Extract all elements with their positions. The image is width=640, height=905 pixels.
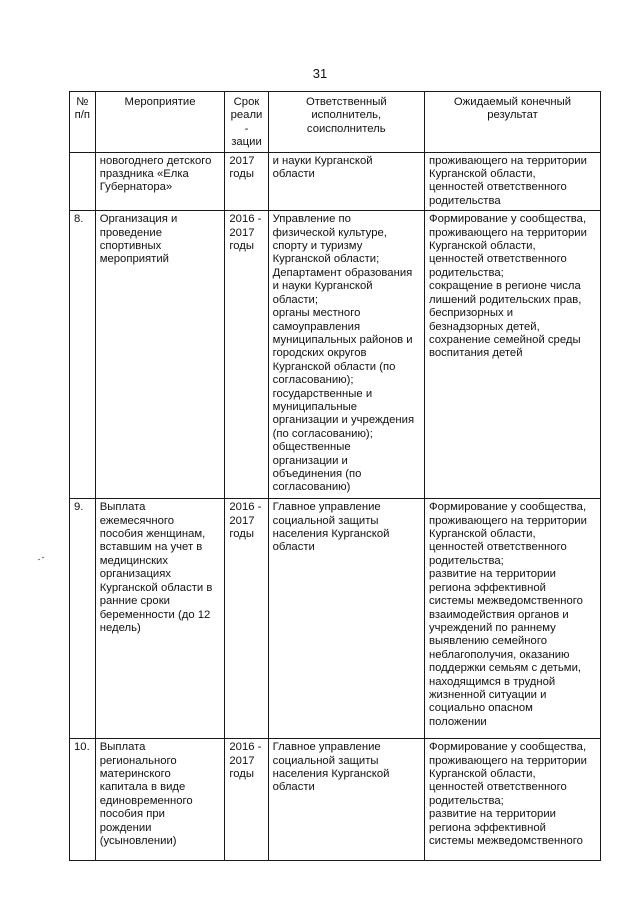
- header-term: Срок реали- зации: [225, 92, 268, 153]
- table-header-row: [70, 92, 601, 153]
- table-row: [70, 211, 601, 499]
- header-num: № п/п: [70, 92, 96, 153]
- scan-speck-mark: [37, 556, 45, 562]
- cell-responsible: Главное управление социальной защиты населения Курганской области: [268, 739, 424, 861]
- cell-event: Выплата регионального материнского капитала в виде единовременного пособия при рождении (усыновлении): [95, 739, 225, 861]
- cell-term: 2016 - 2017 годы: [225, 499, 268, 739]
- table-row: [70, 152, 601, 211]
- table-row: [70, 499, 601, 739]
- cell-responsible: и науки Курганской области: [268, 152, 424, 211]
- header-event: Мероприятие: [95, 92, 225, 153]
- cell-result: проживающего на территории Курганской области, ценностей ответственного родительства: [425, 152, 601, 211]
- cell-event: Выплата ежемесячного пособия женщинам, вставшим на учет в медицинских организациях Курганской области в ранние сроки беременности (до 12 недель): [95, 499, 225, 739]
- cell-num: [70, 152, 96, 211]
- cell-term: 2016 - 2017 годы: [225, 211, 268, 499]
- page-number: 31: [312, 66, 328, 81]
- cell-event: новогоднего детского праздника «Елка Губернатора»: [95, 152, 225, 211]
- cell-result: Формирование у сообщества, проживающего на территории Курганской области, ценностей ответственного родительства; развитие на территории региона эффективной системы межведомственного: [425, 739, 601, 861]
- cell-num: 9.: [70, 499, 96, 739]
- events-table: [69, 91, 601, 861]
- cell-num: 8.: [70, 211, 96, 499]
- cell-responsible: Главное управление социальной защиты населения Курганской области: [268, 499, 424, 739]
- cell-term: 2016 - 2017 годы: [225, 739, 268, 861]
- cell-event: Организация и проведение спортивных мероприятий: [95, 211, 225, 499]
- header-result: Ожидаемый конечный результат: [425, 92, 601, 153]
- cell-responsible: Управление по физической культуре, спорту и туризму Курганской области; Департамент образования и науки Курганской области; органы местного самоуправления муниципальных районов и городских округов Курганской области (по согласованию); государственные и муниципальные организации и учреждения (по согласованию); общественные организации и объединения (по согласованию): [268, 211, 424, 499]
- cell-result: Формирование у сообщества, проживающего на территории Курганской области, ценностей ответственного родительства; сокращение в регионе числа лишений родительских прав, беспризорных и безнадзорных детей, сохранение семейной среды воспитания детей: [425, 211, 601, 499]
- cell-result: Формирование у сообщества, проживающего на территории Курганской области, ценностей ответственного родительства; развитие на территории региона эффективной системы межведомственного взаимодействия органов и учреждений по раннему выявлению семейного неблагополучия, оказанию поддержки семьям с детьми, находящимся в трудной жизненной ситуации и социально опасном положении: [425, 499, 601, 739]
- cell-term: 2017 годы: [225, 152, 268, 211]
- table-row: [70, 739, 601, 861]
- header-responsible: Ответственный исполнитель, соисполнитель: [268, 92, 424, 153]
- cell-num: 10.: [70, 739, 96, 861]
